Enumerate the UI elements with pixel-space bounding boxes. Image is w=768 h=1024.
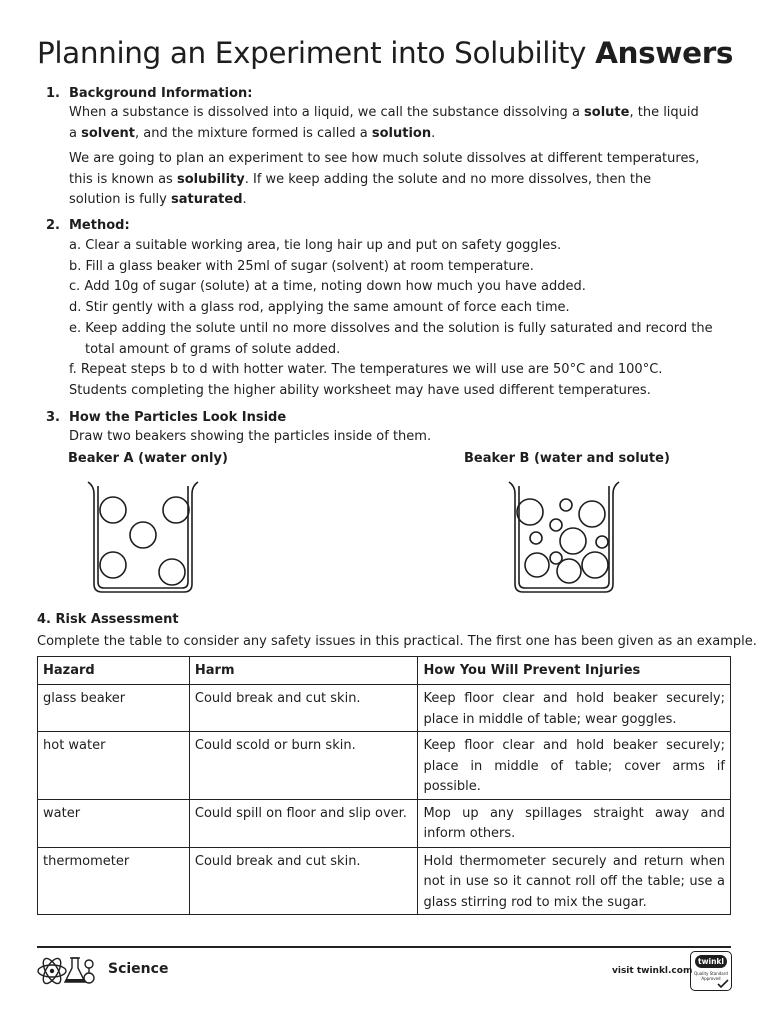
header-prevention: How You Will Prevent Injuries bbox=[418, 657, 731, 685]
section-1-number: 1. bbox=[46, 86, 60, 101]
particle bbox=[557, 559, 581, 583]
background-paragraph-2 bbox=[69, 149, 701, 211]
beaker-b-drawing bbox=[505, 480, 629, 598]
table-header-row bbox=[38, 657, 731, 685]
risk-assessment-table bbox=[37, 656, 731, 915]
table-row bbox=[38, 732, 731, 800]
table-row bbox=[38, 799, 731, 847]
hazard-cell: glass beaker bbox=[38, 685, 190, 732]
prevention-cell: Keep floor clear and hold beaker securely; place in middle of table; cover arms if possible. bbox=[418, 732, 731, 800]
prevention-cell: Keep floor clear and hold beaker securely; place in middle of table; wear goggles. bbox=[418, 685, 731, 732]
page-title bbox=[37, 36, 733, 70]
method-step-a: a. Clear a suitable working area, tie long hair up and put on safety goggles. bbox=[69, 238, 562, 253]
header-harm: Harm bbox=[189, 657, 418, 685]
background-p2-run: . bbox=[242, 192, 247, 207]
beaker-a-label: Beaker A (water only) bbox=[68, 451, 228, 466]
twinkl-quality-badge bbox=[690, 951, 732, 991]
particle bbox=[100, 497, 126, 523]
table-row bbox=[38, 847, 731, 915]
particle bbox=[579, 501, 605, 527]
beaker-b-label: Beaker B (water and solute) bbox=[464, 451, 670, 466]
check-icon bbox=[717, 979, 729, 989]
section-2-number: 2. bbox=[46, 218, 60, 233]
particle bbox=[560, 499, 572, 511]
science-icon bbox=[34, 952, 98, 988]
particle bbox=[582, 552, 608, 578]
background-p2-run: saturated bbox=[171, 192, 243, 207]
prevention-cell: Mop up any spillages straight away and inform others. bbox=[418, 799, 731, 847]
table-row bbox=[38, 685, 731, 732]
title-answers: Answers bbox=[595, 36, 734, 70]
harm-cell: Could break and cut skin. bbox=[189, 847, 418, 915]
particle bbox=[163, 497, 189, 523]
particle bbox=[550, 519, 562, 531]
beaker-a-drawing bbox=[84, 480, 208, 598]
method-step-b: b. Fill a glass beaker with 25ml of sugar (solvent) at room temperature. bbox=[69, 259, 534, 274]
particle bbox=[159, 559, 185, 585]
harm-cell: Could break and cut skin. bbox=[189, 685, 418, 732]
method-step-e: e. Keep adding the solute until no more dissolves and the solution is fully saturated and record the bbox=[69, 321, 713, 336]
background-p2-run: We are going to plan an experiment to see how much solute dissolves at different temperatures, this is known as bbox=[69, 151, 700, 187]
background-p2-run: solubility bbox=[176, 171, 245, 187]
section-1-heading: Background Information: bbox=[69, 86, 253, 101]
background-paragraph-1 bbox=[69, 103, 701, 144]
method-step-d: d. Stir gently with a glass rod, applying the same amount of force each time. bbox=[69, 300, 570, 315]
header-hazard: Hazard bbox=[38, 657, 190, 685]
particle bbox=[517, 499, 543, 525]
section-3-number: 3. bbox=[46, 410, 60, 425]
risk-instruction: Complete the table to consider any safety issues in this practical. The first one has been given as an example. bbox=[37, 634, 757, 649]
method-note: Students completing the higher ability worksheet may have used different temperatures. bbox=[69, 383, 651, 398]
particle bbox=[130, 522, 156, 548]
method-step-e-cont: total amount of grams of solute added. bbox=[85, 342, 341, 357]
hazard-cell: water bbox=[38, 799, 190, 847]
title-text: Planning an Experiment into Solubility bbox=[37, 36, 596, 70]
harm-cell: Could scold or burn skin. bbox=[189, 732, 418, 800]
method-step-c: c. Add 10g of sugar (solute) at a time, noting down how much you have added. bbox=[69, 279, 586, 294]
background-p1-run: solution bbox=[371, 125, 432, 141]
section-4-heading: 4. Risk Assessment bbox=[37, 612, 179, 627]
particle bbox=[100, 552, 126, 578]
section-3-heading: How the Particles Look Inside bbox=[69, 410, 287, 425]
badge-caption: Quality Standard Approved bbox=[694, 971, 728, 981]
particle bbox=[530, 532, 542, 544]
footer-website[interactable]: visit twinkl.com bbox=[612, 966, 693, 976]
hazard-cell: hot water bbox=[38, 732, 190, 800]
footer-subject: Science bbox=[108, 961, 169, 977]
footer-divider bbox=[37, 946, 731, 948]
background-p1-run: When a substance is dissolved into a liquid, we call the substance dissolving a bbox=[69, 105, 585, 120]
background-p2-run: . If we keep adding the solute and no more dissolves, then the solution is fully bbox=[69, 171, 652, 207]
twinkl-logo: twinkl bbox=[695, 955, 727, 968]
section-2-heading: Method: bbox=[69, 218, 130, 233]
particle bbox=[560, 528, 586, 554]
background-p1-run: , the liquid a bbox=[69, 105, 699, 141]
particle bbox=[525, 553, 549, 577]
background-p1-run: solvent bbox=[81, 125, 135, 141]
particles-instruction: Draw two beakers showing the particles inside of them. bbox=[69, 429, 432, 444]
background-p1-run: , and the mixture formed is called a bbox=[135, 125, 372, 141]
prevention-cell: Hold thermometer securely and return when not in use so it cannot roll off the table; use a glass stirring rod to mix the sugar. bbox=[418, 847, 731, 915]
hazard-cell: thermometer bbox=[38, 847, 190, 915]
background-p1-run: solute bbox=[584, 105, 630, 120]
particle bbox=[596, 536, 608, 548]
harm-cell: Could spill on floor and slip over. bbox=[189, 799, 418, 847]
method-step-f: f. Repeat steps b to d with hotter water. The temperatures we will use are 50°C and 100°C. bbox=[69, 362, 663, 377]
background-p1-run: . bbox=[431, 125, 436, 141]
